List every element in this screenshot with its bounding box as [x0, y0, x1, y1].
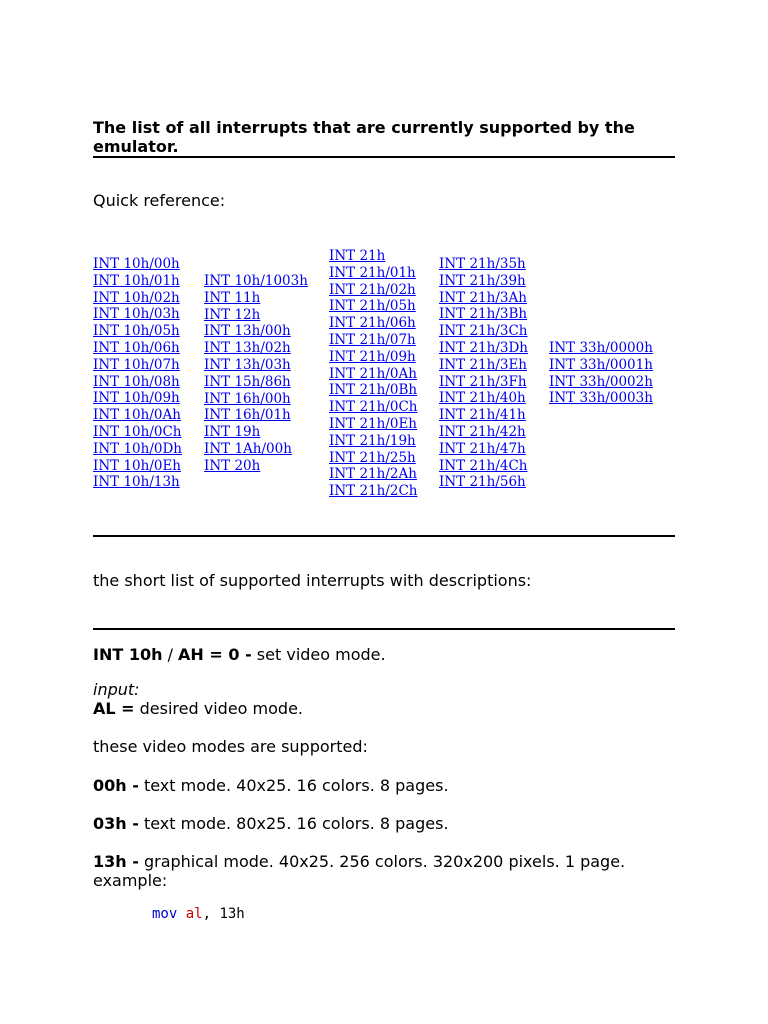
interrupt-link-int-10h-06h[interactable]: INT 10h/06h: [93, 339, 180, 356]
video-mode-code: 03h -: [93, 814, 139, 833]
interrupt-link-int-20h[interactable]: INT 20h: [204, 457, 261, 474]
interrupt-link-int-10h-07h[interactable]: INT 10h/07h: [93, 356, 180, 373]
interrupt-link-int-13h-00h[interactable]: INT 13h/00h: [204, 323, 291, 340]
interrupt-link-int-21h-3fh[interactable]: INT 21h/3Fh: [439, 373, 527, 390]
interrupt-link-int-33h-0000h[interactable]: INT 33h/0000h: [549, 340, 653, 356]
interrupt-link-int-10h-09h[interactable]: INT 10h/09h: [93, 390, 180, 407]
interrupt-link-int-21h-01h[interactable]: INT 21h/01h: [329, 264, 416, 281]
interrupt-function: AH = 0 -: [178, 645, 252, 664]
interrupt-link-int-15h-86h[interactable]: INT 15h/86h: [204, 373, 291, 390]
interrupt-link-int-21h-0ch[interactable]: INT 21h/0Ch: [329, 399, 418, 416]
video-mode-code: 13h -: [93, 852, 139, 871]
video-mode-item: [93, 776, 449, 795]
interrupt-link-int-10h-00h[interactable]: INT 10h/00h: [93, 256, 180, 272]
interrupt-link-int-10h-01h[interactable]: INT 10h/01h: [93, 272, 180, 289]
interrupt-link-int-11h[interactable]: INT 11h: [204, 289, 261, 306]
input-register-line: [93, 699, 303, 718]
code-instruction: mov: [152, 906, 178, 922]
interrupt-link-int-21h-0bh[interactable]: INT 21h/0Bh: [329, 382, 418, 399]
interrupt-link-int-33h-0001h[interactable]: INT 33h/0001h: [549, 356, 653, 373]
description-divider: [93, 628, 675, 630]
input-register-desc: desired video mode.: [134, 699, 303, 718]
interrupt-column-1: [93, 256, 182, 491]
interrupt-link-int-21h-06h[interactable]: INT 21h/06h: [329, 315, 416, 332]
interrupt-link-int-21h-3dh[interactable]: INT 21h/3Dh: [439, 339, 528, 356]
input-register: AL =: [93, 699, 135, 718]
interrupt-link-int-21h-07h[interactable]: INT 21h/07h: [329, 331, 416, 348]
interrupt-link-int-21h-42h[interactable]: INT 21h/42h: [439, 423, 526, 440]
quick-reference-label: Quick reference:: [93, 191, 226, 210]
interrupt-link-int-13h-03h[interactable]: INT 13h/03h: [204, 356, 291, 373]
interrupt-link-int-21h-4ch[interactable]: INT 21h/4Ch: [439, 457, 528, 474]
interrupt-link-int-12h[interactable]: INT 12h: [204, 306, 261, 323]
video-mode-item: [93, 814, 449, 833]
interrupt-link-int-10h-08h[interactable]: INT 10h/08h: [93, 373, 180, 390]
interrupt-link-int-19h[interactable]: INT 19h: [204, 424, 261, 441]
interrupt-link-int-21h-3ah[interactable]: INT 21h/3Ah: [439, 289, 527, 306]
video-mode-desc: graphical mode. 40x25. 256 colors. 320x200 pixels. 1 page.: [138, 852, 626, 871]
modes-intro: these video modes are supported:: [93, 737, 368, 756]
interrupt-link-int-16h-00h[interactable]: INT 16h/00h: [204, 390, 291, 407]
interrupt-link-int-21h-35h[interactable]: INT 21h/35h: [439, 256, 526, 272]
interrupt-link-int-21h-09h[interactable]: INT 21h/09h: [329, 348, 416, 365]
interrupt-link-int-21h-2ah[interactable]: INT 21h/2Ah: [329, 466, 417, 483]
example-label: example:: [93, 871, 168, 890]
interrupt-column-5: [549, 340, 653, 407]
interrupt-summary: set video mode.: [251, 645, 386, 664]
interrupt-link-int-10h-1003h[interactable]: INT 10h/1003h: [204, 273, 308, 289]
interrupt-link-int-10h-0dh[interactable]: INT 10h/0Dh: [93, 440, 182, 457]
interrupt-link-int-33h-0002h[interactable]: INT 33h/0002h: [549, 373, 653, 390]
interrupt-link-int-10h-03h[interactable]: INT 10h/03h: [93, 306, 180, 323]
interrupt-link-int-21h-40h[interactable]: INT 21h/40h: [439, 390, 526, 407]
interrupt-link-int-21h-3eh[interactable]: INT 21h/3Eh: [439, 356, 528, 373]
interrupt-link-int-21h-0eh[interactable]: INT 21h/0Eh: [329, 415, 418, 432]
interrupt-column-3: [329, 248, 417, 500]
interrupt-link-int-21h-19h[interactable]: INT 21h/19h: [329, 432, 416, 449]
input-label: input:: [93, 680, 140, 699]
video-mode-desc: text mode. 40x25. 16 colors. 8 pages.: [138, 776, 449, 795]
heading-separator: /: [162, 645, 179, 664]
interrupt-column-4: [439, 256, 528, 491]
code-example: [152, 906, 245, 923]
interrupt-link-int-21h-56h[interactable]: INT 21h/56h: [439, 474, 526, 491]
interrupt-link-int-21h-0ah[interactable]: INT 21h/0Ah: [329, 365, 417, 382]
interrupt-link-int-10h-05h[interactable]: INT 10h/05h: [93, 323, 180, 340]
interrupt-link-int-21h[interactable]: INT 21h: [329, 248, 386, 264]
video-mode-item: [93, 852, 625, 871]
video-mode-code: 00h -: [93, 776, 139, 795]
interrupt-link-int-10h-13h[interactable]: INT 10h/13h: [93, 474, 180, 491]
code-register: al: [185, 906, 203, 922]
interrupt-link-int-21h-02h[interactable]: INT 21h/02h: [329, 281, 416, 298]
interrupt-link-int-21h-3ch[interactable]: INT 21h/3Ch: [439, 323, 528, 340]
interrupt-heading: [93, 645, 386, 664]
interrupt-link-int-21h-39h[interactable]: INT 21h/39h: [439, 272, 526, 289]
short-list-label: the short list of supported interrupts with descriptions:: [93, 571, 532, 590]
interrupt-link-int-10h-0ch[interactable]: INT 10h/0Ch: [93, 423, 182, 440]
code-operand: , 13h: [202, 906, 245, 922]
reference-divider: [93, 535, 675, 537]
interrupt-id: INT 10h: [93, 645, 163, 664]
interrupt-link-int-16h-01h[interactable]: INT 16h/01h: [204, 407, 291, 424]
interrupt-link-int-21h-25h[interactable]: INT 21h/25h: [329, 449, 416, 466]
interrupt-column-2: [204, 273, 308, 475]
interrupt-link-int-10h-0eh[interactable]: INT 10h/0Eh: [93, 457, 182, 474]
interrupt-link-int-21h-2ch[interactable]: INT 21h/2Ch: [329, 483, 418, 500]
interrupt-link-int-13h-02h[interactable]: INT 13h/02h: [204, 340, 291, 357]
interrupt-link-int-21h-05h[interactable]: INT 21h/05h: [329, 298, 416, 315]
title-divider: [93, 156, 675, 158]
interrupt-link-int-10h-02h[interactable]: INT 10h/02h: [93, 289, 180, 306]
video-mode-desc: text mode. 80x25. 16 colors. 8 pages.: [138, 814, 449, 833]
interrupt-link-int-10h-0ah[interactable]: INT 10h/0Ah: [93, 407, 181, 424]
interrupt-link-int-21h-3bh[interactable]: INT 21h/3Bh: [439, 306, 528, 323]
page-title: The list of all interrupts that are currently supported by the emulator.: [93, 118, 635, 156]
interrupt-link-int-21h-41h[interactable]: INT 21h/41h: [439, 407, 526, 424]
interrupt-link-int-33h-0003h[interactable]: INT 33h/0003h: [549, 390, 653, 407]
interrupt-link-int-21h-47h[interactable]: INT 21h/47h: [439, 440, 526, 457]
interrupt-link-int-1ah-00h[interactable]: INT 1Ah/00h: [204, 440, 292, 457]
